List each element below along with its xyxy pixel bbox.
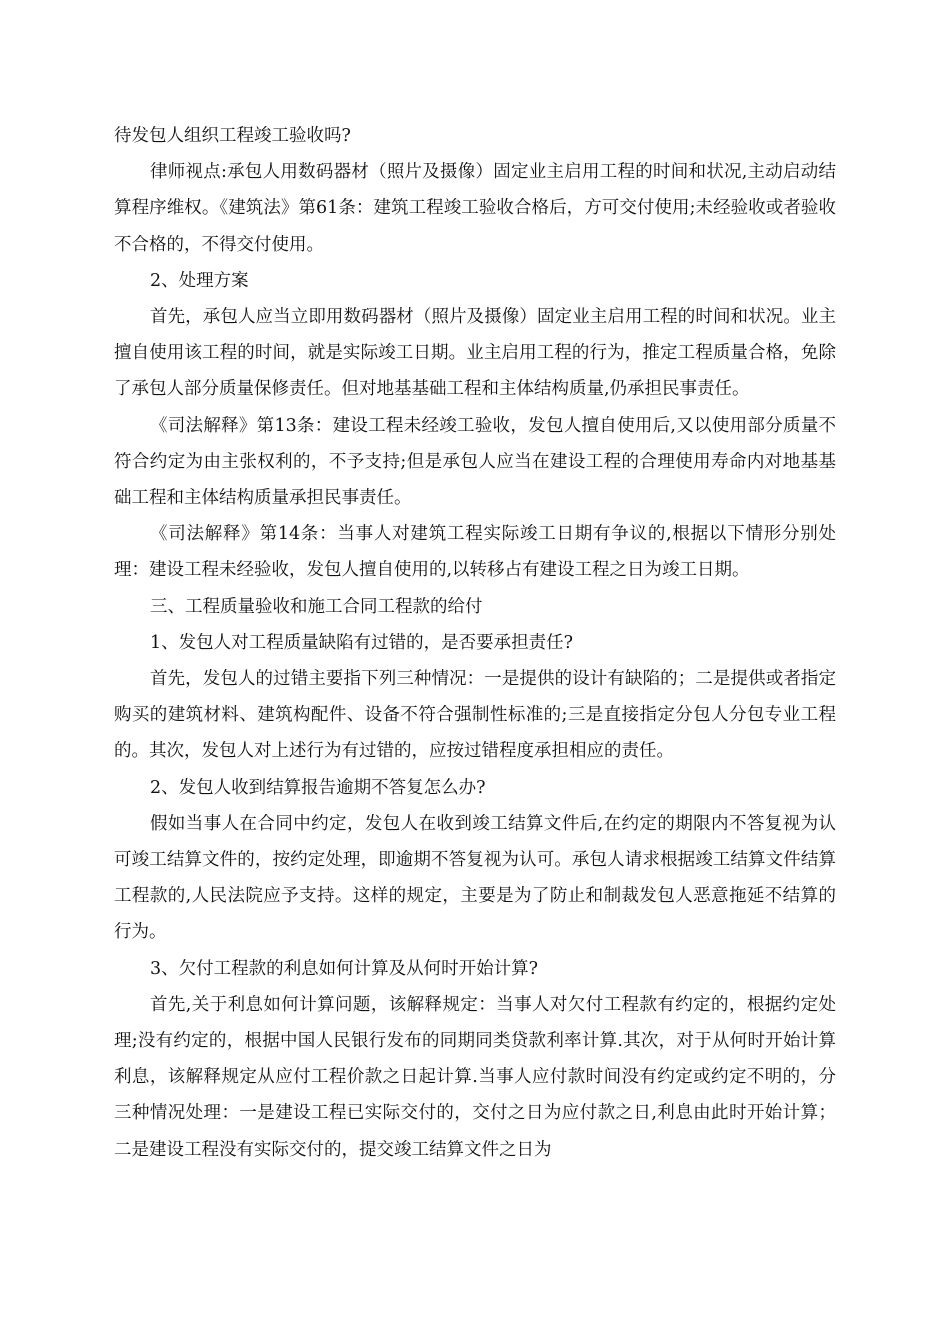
paragraph-answer-1: 首先，发包人的过错主要指下列三种情况：一是提供的设计有缺陷的；二是提供或者指定购买的建筑材料、建筑构配件、设备不符合强制性标准的;三是直接指定分包人分包专业工程的。其次，发包人对上述行为有过错的，应按过错程度承担相应的责任。 [114, 669, 836, 762]
paragraph-article-13: 《司法解释》第13条：建设工程未经竣工验收，发包人擅自使用后,又以使用部分质量不符合约定为由主张权利的，不予支持;但是承包人应当在建设工程的合理使用寿命内对地基基础工程和主体结构质量承担民事责任。 [114, 415, 836, 509]
paragraph-continuation: 待发包人组织工程竣工验收吗? [114, 126, 351, 146]
question-heading-2: 2、发包人收到结算报告逾期不答复怎么办? [150, 777, 486, 798]
question-heading-3: 3、欠付工程款的利息如何计算及从何时开始计算? [150, 958, 539, 979]
section-heading-3: 三、工程质量验收和施工合同工程款的给付 [150, 596, 483, 617]
question-heading-1: 1、发包人对工程质量缺陷有过错的，是否要承担责任? [150, 632, 574, 653]
paragraph-article-14: 《司法解释》第14条：当事人对建筑工程实际竣工日期有争议的,根据以下情形分别处理：建设工程未经验收，发包人擅自使用的,以转移占有建设工程之日为竣工日期。 [114, 524, 836, 581]
paragraph-answer-2: 假如当事人在合同中约定，发包人在收到竣工结算文件后,在约定的期限内不答复视为认可竣工结算文件的，按约定处理，即逾期不答复视为认可。承包人请求根据竣工结算文件结算工程款的,人民法院应予支持。这样的规定，主要是为了防止和制裁发包人恶意拖延不结算的行为。 [114, 813, 836, 943]
heading-handling-plan: 2、处理方案 [150, 270, 249, 291]
paragraph-handling-first: 首先，承包人应当立即用数码器材（照片及摄像）固定业主启用工程的时间和状况。业主擅自使用该工程的时间，就是实际竣工日期。业主启用工程的行为，推定工程质量合格，免除了承包人部分质量保修责任。但对地基基础工程和主体结构质量,仍承担民事责任。 [114, 307, 836, 400]
paragraph-lawyer-view: 律师视点:承包人用数码器材（照片及摄像）固定业主启用工程的时间和状况,主动启动结算程序维权。《建筑法》第61条：建筑工程竣工验收合格后，方可交付使用;未经验收或者验收不合格的，不得交付使用。 [114, 162, 836, 255]
paragraph-answer-3: 首先,关于利息如何计算问题，该解释规定：当事人对欠付工程款有约定的，根据约定处理;没有约定的，根据中国人民银行发布的同期同类贷款利率计算.其次，对于从何时开始计算利息，该解释规定从应付工程价款之日起计算.当事人应付款时间没有约定或约定不明的，分三种情况处理：一是建设工程已实际交付的，交付之日为应付款之日,利息由此时开始计算；二是建设工程没有实际交付的，提交竣工结算文件之日为 [114, 994, 836, 1160]
document-page [114, 118, 836, 1168]
